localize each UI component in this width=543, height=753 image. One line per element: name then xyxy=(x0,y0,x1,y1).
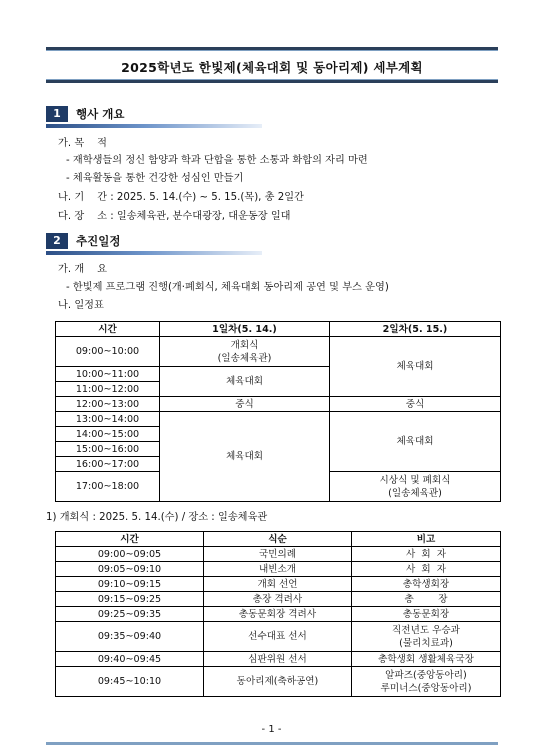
row-item: 내빈소개 xyxy=(204,562,352,577)
day2-closing-cell xyxy=(330,472,501,502)
outline-label: 가. 개 요 xyxy=(58,264,107,275)
section-2-underline xyxy=(46,251,262,255)
row-note-line-2: (물리치료과) xyxy=(399,637,453,649)
row-time: 09:35~09:40 xyxy=(56,622,204,652)
row-note: 총동문회장 xyxy=(352,607,501,622)
time-cell: 12:00~13:00 xyxy=(56,397,160,412)
row-note: 총학생회장 xyxy=(352,577,501,592)
row-time: 09:05~09:10 xyxy=(56,562,204,577)
day1-lunch: 중식 xyxy=(160,397,330,412)
title-rule-top-thin xyxy=(46,50,498,51)
day2-closing: 시상식 및 폐회식 xyxy=(379,474,451,486)
outline-item: - 한빛제 프로그램 진행(개·폐회식, 체육대회 동아리제 공연 및 부스 운영) xyxy=(66,282,389,293)
day2-closing-place: (일송체육관) xyxy=(388,487,442,499)
schedule-table xyxy=(55,321,501,502)
table-row xyxy=(56,562,501,577)
row-time: 09:00~09:05 xyxy=(56,547,204,562)
opening-ceremony-table xyxy=(55,531,501,697)
table-row xyxy=(56,547,501,562)
row-note: 사 회 자 xyxy=(352,547,501,562)
section-1-underline xyxy=(46,124,262,128)
row-item: 개회 선언 xyxy=(204,577,352,592)
place-line: 다. 장 소 : 일송체육관, 분수대광장, 대운동장 일대 xyxy=(58,211,291,222)
time-cell: 16:00~17:00 xyxy=(56,457,160,472)
section-2-label: 추진일정 xyxy=(76,234,121,248)
purpose-item-2: - 체육활동을 통한 건강한 성심인 만들기 xyxy=(66,173,244,184)
day1-sports-am: 체육대회 xyxy=(160,367,330,397)
row-note xyxy=(352,667,501,697)
row-note: 총학생회 생활체육국장 xyxy=(352,652,501,667)
table-row xyxy=(56,667,501,697)
day2-sports-pm: 체육대회 xyxy=(330,412,501,472)
header-time: 시간 xyxy=(56,322,160,337)
table-row xyxy=(56,397,501,412)
table-row xyxy=(56,622,501,652)
row-time: 09:25~09:35 xyxy=(56,607,204,622)
table-row xyxy=(56,652,501,667)
row-item: 총동문회장 격려사 xyxy=(204,607,352,622)
table-row xyxy=(56,577,501,592)
opening-caption: 1) 개회식 : 2025. 5. 14.(수) / 장소 : 일송체육관 xyxy=(46,512,268,523)
page-title: 2025학년도 한빛제(체육대회 및 동아리제) 세부계획 xyxy=(121,60,423,75)
table-row xyxy=(56,337,501,367)
time-cell: 13:00~14:00 xyxy=(56,412,160,427)
header-day1: 1일차(5. 14.) xyxy=(160,322,330,337)
time-cell: 09:00~10:00 xyxy=(56,337,160,367)
row-note xyxy=(352,622,501,652)
section-1-label: 행사 개요 xyxy=(76,107,125,121)
page-number: - 1 - xyxy=(261,724,282,735)
timetable-label: 나. 일정표 xyxy=(58,300,104,311)
table-row xyxy=(56,607,501,622)
time-cell: 15:00~16:00 xyxy=(56,442,160,457)
row-item: 심판위원 선서 xyxy=(204,652,352,667)
purpose-item-1: - 재학생들의 정신 함양과 학과 단합을 통한 소통과 화합의 자리 마련 xyxy=(66,155,368,166)
day1-sports-pm: 체육대회 xyxy=(160,412,330,502)
header-day2: 2일차(5. 15.) xyxy=(330,322,501,337)
row-item: 선수대표 선서 xyxy=(204,622,352,652)
row-time: 09:45~10:10 xyxy=(56,667,204,697)
row-note: 사 회 자 xyxy=(352,562,501,577)
table-row xyxy=(56,412,501,427)
time-cell: 17:00~18:00 xyxy=(56,472,160,502)
row-note-line-1: 직전년도 우승과 xyxy=(392,624,460,636)
day2-sports-am: 체육대회 xyxy=(330,337,501,397)
row-item: 동아리제(축하공연) xyxy=(204,667,352,697)
row-note-line-1: 알파즈(중앙동아리) xyxy=(385,669,467,681)
day1-opening-cell xyxy=(160,337,330,367)
row-item: 국민의례 xyxy=(204,547,352,562)
row-note: 총 장 xyxy=(352,592,501,607)
row-note-line-2: 루미너스(중앙동아리) xyxy=(380,682,472,694)
time-cell: 10:00~11:00 xyxy=(56,367,160,382)
row-item: 총장 격려사 xyxy=(204,592,352,607)
row-time: 09:10~09:15 xyxy=(56,577,204,592)
day2-lunch: 중식 xyxy=(330,397,501,412)
table-row xyxy=(56,592,501,607)
purpose-label: 가. 목 적 xyxy=(58,138,107,149)
footer-rule xyxy=(46,742,498,745)
day1-opening: 개회식 xyxy=(230,339,259,351)
title-rule-bottom xyxy=(46,80,498,83)
section-1-number: 1 xyxy=(46,106,68,122)
header-time: 시간 xyxy=(56,532,204,547)
period-line: 나. 기 간 : 2025. 5. 14.(수) ~ 5. 15.(목), 총 2일간 xyxy=(58,192,304,203)
table-header-row xyxy=(56,322,501,337)
day1-opening-place: (일송체육관) xyxy=(217,352,272,364)
header-note: 비고 xyxy=(352,532,501,547)
time-cell: 14:00~15:00 xyxy=(56,427,160,442)
section-2-number: 2 xyxy=(46,233,68,249)
row-time: 09:40~09:45 xyxy=(56,652,204,667)
header-item: 식순 xyxy=(204,532,352,547)
table-header-row xyxy=(56,532,501,547)
row-time: 09:15~09:25 xyxy=(56,592,204,607)
time-cell: 11:00~12:00 xyxy=(56,382,160,397)
